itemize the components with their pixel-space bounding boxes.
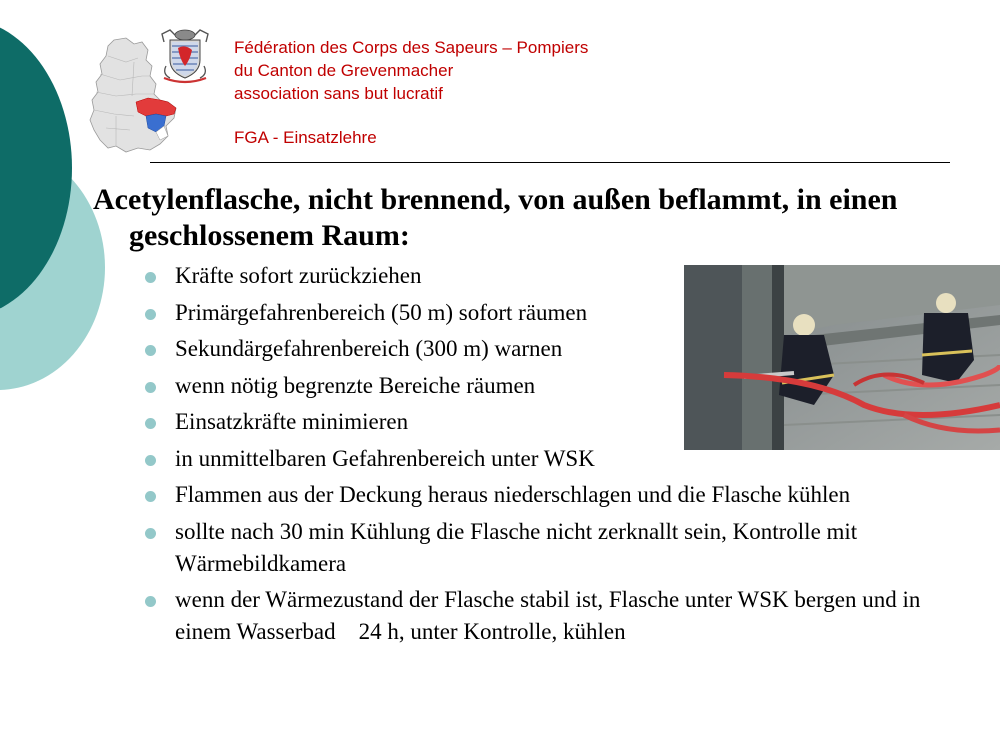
bullet-text: Einsatzkräfte minimieren (175, 409, 409, 434)
list-item (140, 297, 930, 329)
bullet-dot-icon (145, 272, 156, 283)
org-name-line3: association sans but lucratif (234, 84, 443, 103)
bullet-dot-icon (145, 418, 156, 429)
bullet-dot-icon (145, 528, 156, 539)
list-item (140, 333, 930, 365)
org-name-line2: du Canton de Grevenmacher (234, 61, 454, 80)
bullet-text: in unmittelbaren Gefahrenbereich unter WSK (175, 445, 595, 471)
federation-crest-icon (158, 26, 212, 84)
list-item (140, 370, 930, 402)
bullet-text: sollte nach 30 min Kühlung die Flasche nicht zerknallt sein, Kontrolle mit Wärmebildkamera (175, 518, 858, 576)
bullet-text: Kräfte sofort zurückziehen (175, 263, 422, 288)
bullet-text: Flammen aus der Deckung heraus niederschlagen und die Flasche kühlen (175, 482, 851, 507)
org-name-line1: Fédération des Corps des Sapeurs – Pompiers (234, 38, 589, 57)
list-item (140, 516, 930, 580)
list-item (140, 260, 930, 292)
bullet-dot-icon (145, 382, 156, 393)
bullet-text: Primärgefahrenbereich (50 m) sofort räumen (175, 299, 588, 325)
bullet-dot-icon (145, 309, 156, 320)
header-divider (150, 162, 950, 163)
header-organization (234, 36, 588, 105)
list-item (140, 406, 930, 438)
slide-title: Acetylenflasche, nicht brennend, von außen beflammt, in einen geschlossenem Raum: (93, 183, 898, 252)
bullet-text: Sekundärgefahrenbereich (300 m) warnen (175, 336, 563, 361)
bullet-dot-icon (145, 491, 156, 502)
bullet-dot-icon (145, 345, 156, 356)
bullet-list (140, 260, 930, 653)
bullet-dot-icon (145, 596, 156, 607)
list-item (140, 443, 930, 475)
bullet-dot-icon (145, 455, 156, 466)
list-item (140, 479, 930, 511)
bullet-text: wenn der Wärmezustand der Flasche stabil ist, Flasche unter WSK bergen und in einem Wasserbad 24 h, unter Kontrolle, kühlen (175, 587, 927, 644)
bullet-text: wenn nötig begrenzte Bereiche räumen (175, 372, 536, 398)
header-subtitle: FGA - Einsatzlehre (234, 128, 377, 147)
list-item (140, 584, 930, 648)
